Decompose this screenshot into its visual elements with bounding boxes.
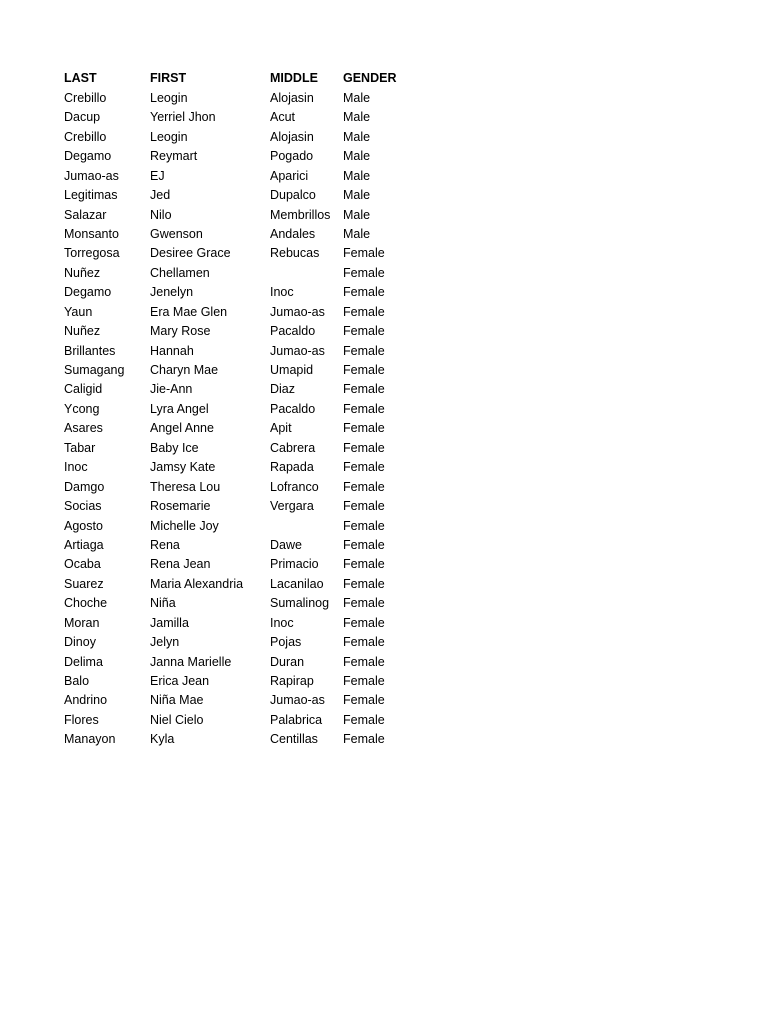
gender-name-cell: Female [343,693,385,708]
gender-name-cell: Female [343,265,385,280]
header-first: FIRST [150,71,187,86]
last-name-cell: Inoc [64,460,88,475]
last-name-cell: Yaun [64,304,93,319]
middle-name-cell: Vergara [270,499,314,514]
first-name-cell: Rosemarie [150,499,211,514]
table-row [64,108,403,127]
middle-name-cell: Alojasin [270,129,314,144]
first-name-cell: Hannah [150,343,194,358]
gender-name-cell: Male [343,226,371,241]
first-name-cell: Gwenson [150,226,203,241]
gender-name-cell: Female [343,382,385,397]
table-row [64,652,403,671]
table-body [64,88,403,749]
table-row [64,633,403,652]
gender-name-cell: Female [343,576,385,591]
first-name-cell: Baby Ice [150,440,199,455]
first-name-cell: Niña Mae [150,693,204,708]
last-name-cell: Brillantes [64,343,116,358]
first-name-cell: Rena [150,537,180,552]
table-row [64,341,403,360]
gender-name-cell: Female [343,499,385,514]
table-row [64,458,403,477]
gender-name-cell: Female [343,246,385,261]
last-name-cell: Choche [64,596,108,611]
middle-name-cell: Primacio [270,557,319,572]
last-name-cell: Nuñez [64,265,101,280]
gender-name-cell: Female [343,479,385,494]
last-name-cell: Salazar [64,207,107,222]
table-row [64,613,403,632]
middle-name-cell: Andales [270,226,316,241]
table-row [64,283,403,302]
middle-name-cell: Membrillos [270,207,331,222]
gender-name-cell: Female [343,712,385,727]
last-name-cell: Caligid [64,382,103,397]
first-name-cell: Erica Jean [150,674,210,689]
middle-name-cell: Dawe [270,537,302,552]
middle-name-cell: Pogado [270,149,314,164]
last-name-cell: Ocaba [64,557,101,572]
table-row [64,166,403,185]
first-name-cell: Nilo [150,207,172,222]
last-name-cell: Artiaga [64,537,104,552]
gender-name-cell: Female [343,363,385,378]
middle-name-cell: Dupalco [270,188,316,203]
table-row [64,555,403,574]
last-name-cell: Crebillo [64,129,107,144]
gender-name-cell: Male [343,129,371,144]
table-row [64,516,403,535]
middle-name-cell: Apit [270,421,292,436]
last-name-cell: Dacup [64,110,101,125]
gender-name-cell: Female [343,557,385,572]
gender-name-cell: Female [343,674,385,689]
table-row [64,594,403,613]
table-row [64,205,403,224]
first-name-cell: Charyn Mae [150,363,219,378]
last-name-cell: Degamo [64,285,112,300]
gender-name-cell: Female [343,654,385,669]
first-name-cell: EJ [150,168,165,183]
gender-name-cell: Female [343,401,385,416]
table-row [64,672,403,691]
table-row [64,380,403,399]
middle-name-cell: Jumao-as [270,693,325,708]
table-header-row [64,69,403,88]
header-gender: GENDER [343,71,397,86]
first-name-cell: Rena Jean [150,557,211,572]
middle-name-cell: Acut [270,110,296,125]
table-row [64,361,403,380]
middle-name-cell: Alojasin [270,90,314,105]
middle-name-cell: Rapada [270,460,314,475]
middle-name-cell: Jumao-as [270,343,325,358]
last-name-cell: Manayon [64,732,116,747]
first-name-cell: Theresa Lou [150,479,221,494]
first-name-cell: Leogin [150,129,188,144]
table-row [64,225,403,244]
last-name-cell: Balo [64,674,90,689]
last-name-cell: Torregosa [64,246,120,261]
gender-name-cell: Male [343,149,371,164]
middle-name-cell: Aparici [270,168,309,183]
middle-name-cell: Jumao-as [270,304,325,319]
gender-name-cell: Female [343,732,385,747]
gender-name-cell: Male [343,207,371,222]
table-row [64,302,403,321]
middle-name-cell: Sumalinog [270,596,330,611]
middle-name-cell: Pacaldo [270,324,316,339]
last-name-cell: Tabar [64,440,96,455]
first-name-cell: Angel Anne [150,421,214,436]
middle-name-cell: Pacaldo [270,401,316,416]
gender-name-cell: Female [343,460,385,475]
table-row [64,497,403,516]
middle-name-cell: Duran [270,654,305,669]
last-name-cell: Legitimas [64,188,118,203]
gender-name-cell: Female [343,421,385,436]
gender-name-cell: Female [343,537,385,552]
middle-name-cell: Palabrica [270,712,323,727]
last-name-cell: Moran [64,615,100,630]
table-row [64,147,403,166]
first-name-cell: Desiree Grace [150,246,231,261]
first-name-cell: Michelle Joy [150,518,219,533]
table-row [64,244,403,263]
first-name-cell: Maria Alexandria [150,576,244,591]
table-row [64,730,403,749]
middle-name-cell: Inoc [270,615,294,630]
first-name-cell: Niel Cielo [150,712,204,727]
last-name-cell: Sumagang [64,363,125,378]
last-name-cell: Asares [64,421,103,436]
gender-name-cell: Female [343,343,385,358]
middle-name-cell: Centillas [270,732,318,747]
gender-name-cell: Female [343,596,385,611]
gender-name-cell: Female [343,285,385,300]
last-name-cell: Ycong [64,401,100,416]
first-name-cell: Yerriel Jhon [150,110,216,125]
middle-name-cell: Inoc [270,285,294,300]
last-name-cell: Damgo [64,479,105,494]
middle-name-cell: Pojas [270,635,302,650]
table-row [64,127,403,146]
last-name-cell: Crebillo [64,90,107,105]
first-name-cell: Niña [150,596,176,611]
first-name-cell: Reymart [150,149,198,164]
first-name-cell: Jenelyn [150,285,194,300]
first-name-cell: Jelyn [150,635,180,650]
last-name-cell: Jumao-as [64,168,119,183]
gender-name-cell: Female [343,324,385,339]
table-row [64,574,403,593]
last-name-cell: Socias [64,499,102,514]
gender-name-cell: Male [343,168,371,183]
header-last: LAST [64,71,97,86]
header-middle: MIDDLE [270,71,318,86]
middle-name-cell: Rapirap [270,674,314,689]
table-row [64,399,403,418]
first-name-cell: Mary Rose [150,324,211,339]
middle-name-cell: Lofranco [270,479,319,494]
table-row [64,186,403,205]
gender-name-cell: Male [343,188,371,203]
first-name-cell: Jie-Ann [150,382,193,397]
middle-name-cell: Diaz [270,382,296,397]
table-row [64,263,403,282]
middle-name-cell: Cabrera [270,440,316,455]
name-list-table [64,69,403,749]
first-name-cell: Leogin [150,90,188,105]
last-name-cell: Degamo [64,149,112,164]
middle-name-cell: Umapid [270,363,314,378]
table-row [64,536,403,555]
first-name-cell: Kyla [150,732,175,747]
table-row [64,322,403,341]
middle-name-cell: Rebucas [270,246,320,261]
first-name-cell: Lyra Angel [150,401,209,416]
table-row [64,419,403,438]
last-name-cell: Andrino [64,693,108,708]
first-name-cell: Jamilla [150,615,189,630]
last-name-cell: Nuñez [64,324,101,339]
last-name-cell: Suarez [64,576,104,591]
last-name-cell: Delima [64,654,103,669]
gender-name-cell: Female [343,615,385,630]
table-row [64,691,403,710]
first-name-cell: Jed [150,188,171,203]
first-name-cell: Jamsy Kate [150,460,216,475]
gender-name-cell: Female [343,518,385,533]
table-row [64,88,403,107]
middle-name-cell: Lacanilao [270,576,324,591]
first-name-cell: Era Mae Glen [150,304,228,319]
first-name-cell: Janna Marielle [150,654,232,669]
gender-name-cell: Female [343,304,385,319]
last-name-cell: Dinoy [64,635,96,650]
gender-name-cell: Female [343,440,385,455]
last-name-cell: Monsanto [64,226,119,241]
first-name-cell: Chellamen [150,265,210,280]
table-row [64,477,403,496]
table-row [64,438,403,457]
gender-name-cell: Male [343,90,371,105]
gender-name-cell: Female [343,635,385,650]
gender-name-cell: Male [343,110,371,125]
last-name-cell: Flores [64,712,99,727]
last-name-cell: Agosto [64,518,103,533]
table-row [64,710,403,729]
